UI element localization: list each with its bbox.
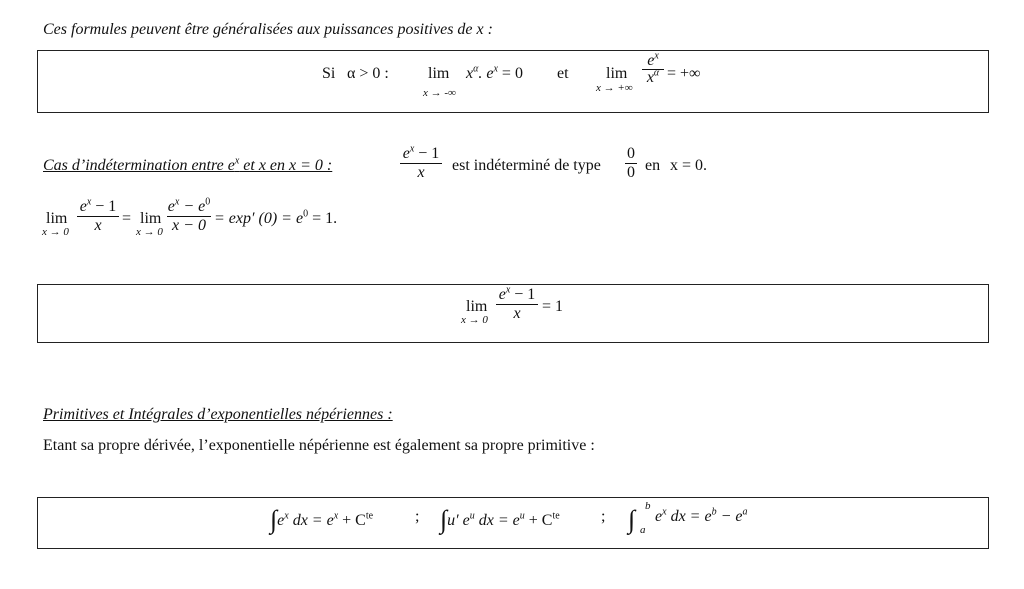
box2-fraction: $e^x - 1$ x <box>496 286 538 323</box>
lim1-label: lim <box>428 65 450 82</box>
lim1-expression: $x^\alpha$. $e^x = 0$ <box>466 63 523 82</box>
primitives-text: Etant sa propre dérivée, l’exponentielle népérienne est également sa propre primitive : <box>43 437 595 454</box>
si-label: Si <box>322 65 336 82</box>
en-label: en <box>645 157 661 174</box>
derivation-lim2-sub: x → 0 <box>136 226 163 238</box>
derivation-lim2: lim <box>140 210 162 227</box>
integral-3-lower-bound: a <box>640 524 646 536</box>
lim2-label: lim <box>606 65 628 82</box>
lim2-fraction: $e^x$ $x^\alpha$ <box>642 53 664 86</box>
primitives-title: Primitives et Intégrales d’exponentielles népériennes : <box>43 406 393 423</box>
type-zero-over-zero: 0 0 <box>627 145 635 181</box>
separator-2: ; <box>601 508 606 525</box>
integral-2: ∫u′ $e^u$ dx = $e^u + C^{te}$ <box>440 505 560 534</box>
integral-3: ∫ <box>628 505 636 534</box>
box2-lim-sub: x → 0 <box>461 314 488 326</box>
box2-lim: lim <box>466 298 488 315</box>
indeterminate-fraction: $e^x - 1$ x <box>400 145 442 182</box>
derivation-lim1-sub: x → 0 <box>42 226 69 238</box>
x-equals-zero: x = 0. <box>670 157 708 174</box>
integral-3-upper-bound: b <box>645 500 651 512</box>
derivation-lim1: lim <box>46 210 68 227</box>
indeterminate-title: Cas d’indétermination entre $e^x$ et x en x = 0 : <box>43 155 333 174</box>
derivation-fraction2: $e^x - e^0$ x − 0 <box>167 196 211 234</box>
lim2-subscript: x → +∞ <box>596 82 633 94</box>
box2-result: = 1 <box>542 298 564 315</box>
integral-3-expression: $e^x$ dx = $e^b - e^a$ <box>655 506 748 525</box>
alpha-condition: α > 0 : <box>347 65 389 82</box>
derivation-fraction1: $e^x - 1$ x <box>77 198 119 235</box>
lim1-subscript: x → -∞ <box>423 87 456 99</box>
et-label: et <box>557 65 569 82</box>
separator-1: ; <box>415 508 420 525</box>
lim2-result: = +∞ <box>667 65 701 82</box>
derivation-result: = exp′ $(0) = e^0 = 1$. <box>214 208 338 227</box>
indeterminate-text: est indéterminé de type <box>452 157 601 174</box>
integral-1: $\int e^x$ dx = $e^x + C^{te}$ <box>270 505 374 534</box>
intro-text: Ces formules peuvent être généralisées aux puissances positives de x : <box>43 21 493 38</box>
derivation-equals: = <box>122 210 132 227</box>
